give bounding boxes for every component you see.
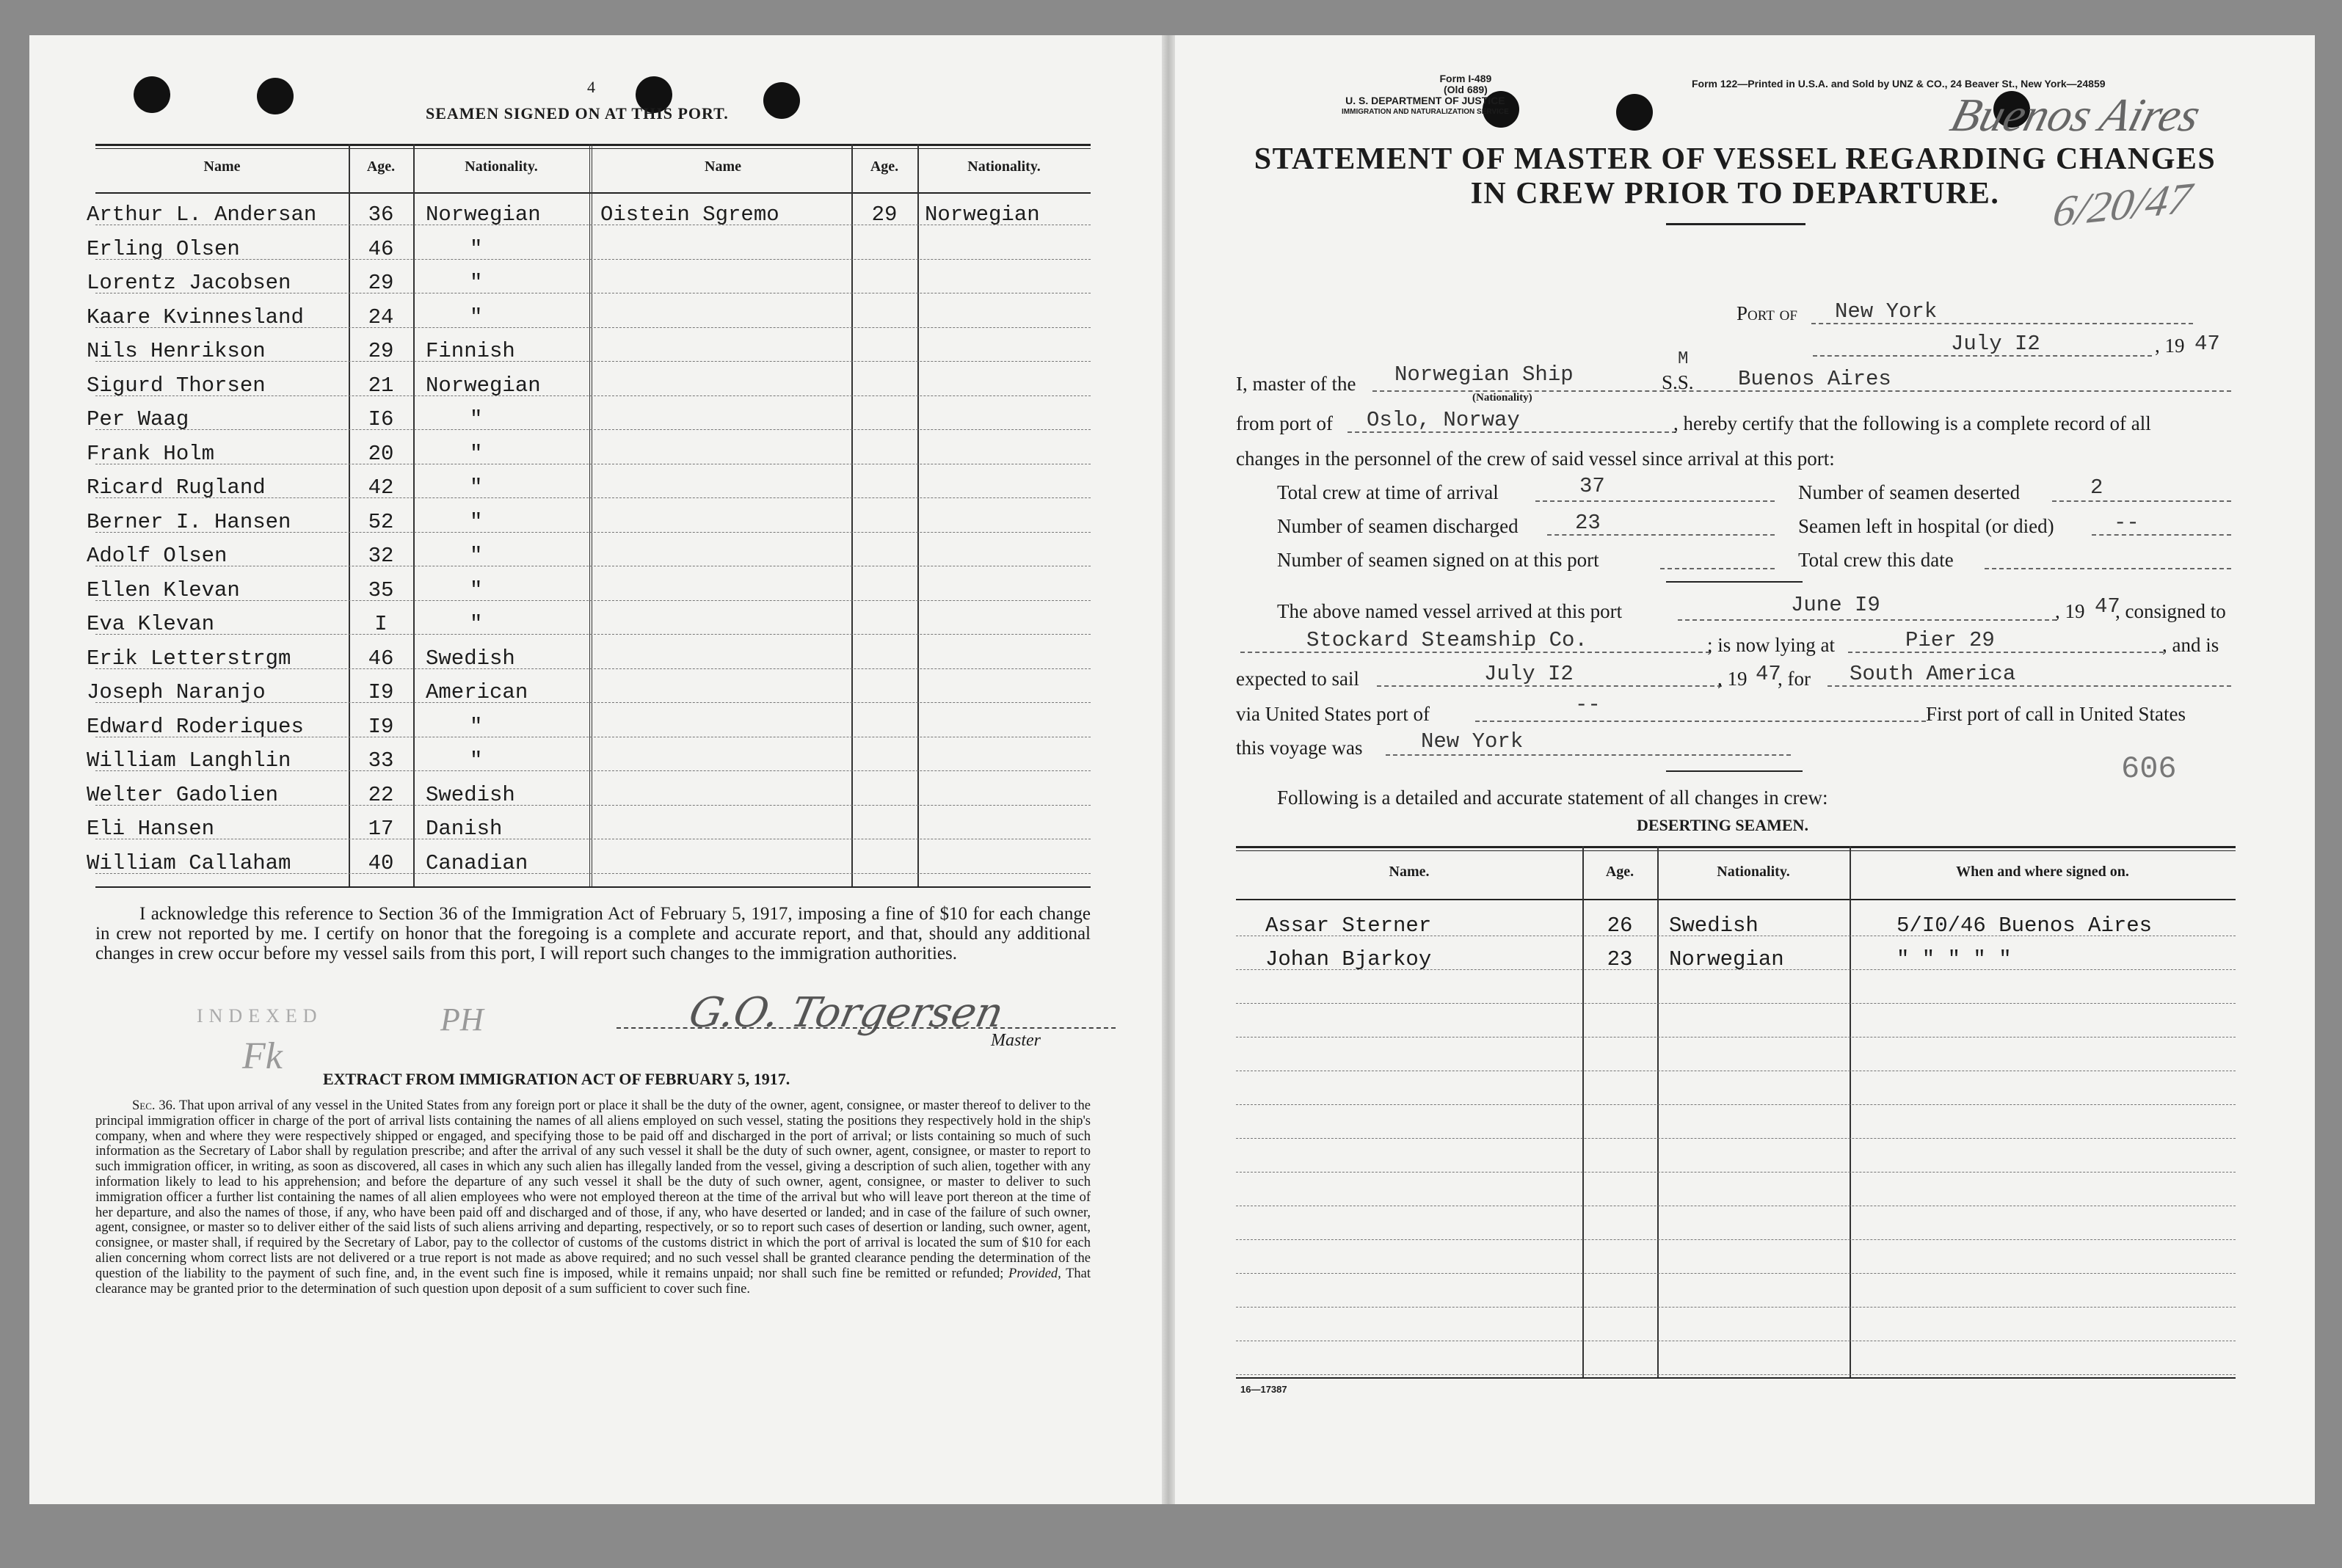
lying-label: ; is now lying at [1707,634,1835,656]
crew-nationality: " [470,305,483,329]
desert-nationality: Norwegian [1669,947,1784,971]
nationality-caption: (Nationality) [1472,392,1532,404]
row-rule [1236,1172,2236,1173]
crew-nationality: Swedish [426,646,515,671]
crew-age: I [374,612,388,636]
table-bottom-rule [1236,1377,2236,1379]
hospital-line [2092,534,2231,536]
signature-line [617,1027,1116,1029]
desert-col-nationality: Nationality. [1717,864,1790,880]
table-header-rule [95,192,1091,194]
total-arrival-label: Total crew at time of arrival [1277,481,1499,503]
row-rule [95,429,1091,430]
crew-age: 36 [368,203,394,227]
crew-nationality: " [470,577,483,602]
crew-name-2: Oistein Sgremo [600,203,779,227]
crew-nationality: " [470,544,483,568]
extract-title: EXTRACT FROM IMMIGRATION ACT OF FEBRUARY 5, 1917. [323,1070,790,1088]
column-divider [917,144,919,886]
crew-nationality: " [470,441,483,466]
crew-name: Ellen Klevan [87,577,240,602]
column-divider [413,144,415,886]
desert-col-when: When and where signed on. [1956,864,2129,880]
crew-nationality: Danish [426,817,503,841]
voyage-label: this voyage was [1236,737,1363,759]
from-port-value: Oslo, Norway [1367,408,1520,432]
seamen-signed-table [87,144,1091,888]
left-page-title: SEAMEN SIGNED ON AT THIS PORT. [426,104,729,123]
handwritten-port: Buenos Aires [1945,89,2206,141]
crew-name: Per Waag [87,407,189,431]
arrived-year: 47 [2095,594,2120,619]
desert-name: Johan Bjarkoy [1265,947,1432,971]
row-rule [1236,1307,2236,1308]
crew-name: William Langhlin [87,748,291,773]
crew-nationality: " [470,271,483,295]
table-top-rule [1236,846,2236,848]
desert-when: 5/I0/46 Buenos Aires [1896,914,2153,938]
col-header-name: Name [203,158,241,175]
first-port-line [1386,754,1791,756]
following-text: Following is a detailed and accurate statement of all changes in crew: [1277,787,1828,809]
crew-age: I6 [368,407,394,431]
punch-hole [134,76,170,113]
destination-value: South America [1850,662,2016,686]
vessel-prefix: S.S. [1662,371,1694,393]
form-identifier [1342,73,1509,117]
desert-when: " " " " " [1896,947,2012,971]
column-divider [1657,846,1659,1377]
arrived-date: June I9 [1791,593,1880,617]
total-date-label: Total crew this date [1798,549,1954,571]
crew-name: Eva Klevan [87,612,215,636]
sail-year: 47 [1756,662,1781,686]
crew-nationality: Norwegian [426,203,541,227]
date-value: July I2 [1951,332,2040,356]
punch-hole [1616,94,1653,131]
deserted-value: 2 [2090,475,2103,500]
arrived-line [1678,619,2056,621]
crew-age: 40 [368,850,394,875]
column-divider [589,144,592,886]
title-line-1: STATEMENT OF MASTER OF VESSEL REGARDING CHANGES [1254,142,2216,176]
section-rule [1666,581,1803,583]
vessel-name: Buenos Aires [1738,367,1891,391]
hospital-label: Seamen left in hospital (or died) [1798,515,2054,537]
crew-name: Nils Henrikson [87,339,266,363]
crew-nationality: Swedish [426,782,515,807]
row-rule [1236,1037,2236,1038]
total-arrival-line [1535,500,1775,502]
via-line [1475,721,1926,722]
first-port-label: First port of call in United States [1926,703,2186,725]
sail-year-prefix: , 19 [1717,668,1748,690]
crew-name: Lorentz Jacobsen [87,271,291,295]
table-top-rule [95,144,1091,146]
master-signature: G.O. Torgersen [685,989,1008,1037]
certify-text: , hereby certify that the following is a complete record of all [1673,412,2151,434]
footer-code: 16—17387 [1240,1384,1287,1395]
date-year: 47 [2194,332,2220,356]
consigned-label: , consigned to [2115,600,2226,622]
crew-name: Sigurd Thorsen [87,373,266,398]
row-rule [1236,1273,2236,1274]
title-rule [1666,223,1805,225]
discharged-value: 23 [1575,511,1601,535]
for-label: , for [1778,668,1811,690]
via-value: -- [1575,693,1601,717]
printer-line: Form 122—Printed in U.S.A. and Sold by UNZ & CO., 24 Beaver St., New York—24859 [1692,78,2106,90]
section-rule [1666,770,1803,772]
crew-age: 35 [368,577,394,602]
col-header-age: Age. [366,158,396,175]
crew-name: William Callaham [87,850,291,875]
changes-text: changes in the personnel of the crew of said vessel since arrival at this port: [1236,448,1835,470]
department: U. S. DEPARTMENT OF JUSTICE [1345,95,1505,106]
deserting-seamen-table [1236,846,2236,1379]
form-id: Form I-489 [1439,73,1492,84]
table-header-rule [1236,899,2236,900]
crew-age: I9 [368,680,394,704]
crew-nationality: " [470,475,483,500]
crew-name: Erling Olsen [87,236,240,261]
from-port-label: from port of [1236,412,1333,434]
discharged-label: Number of seamen discharged [1277,515,1519,537]
deserted-line [2052,500,2231,502]
row-rule [95,600,1091,601]
crew-name: Edward Roderiques [87,714,304,739]
crew-nationality: American [426,680,528,704]
signed-on-label: Number of seamen signed on at this port [1277,549,1599,571]
lying-value: Pier 29 [1905,628,1995,652]
crew-age: 24 [368,305,394,329]
crew-age: 42 [368,475,394,500]
row-rule [95,634,1091,635]
crew-nationality: " [470,509,483,534]
crew-name: Eli Hansen [87,817,215,841]
extract-provided: Provided, [1008,1266,1061,1281]
crew-nationality: Canadian [426,850,528,875]
extract-tail: That clearance may be granted prior to the determination of such question upon deposit of a sum sufficient to cover such fine. [95,1266,1091,1297]
col-header-nationality-2: Nationality. [967,158,1041,175]
crew-age: 21 [368,373,394,398]
form-title [1236,142,2234,211]
crew-age: 46 [368,236,394,261]
handwritten-date: 6/20/47 [2049,173,2195,236]
total-arrival-value: 37 [1579,474,1605,498]
extract-text [95,1098,1091,1297]
crew-nationality: " [470,612,483,636]
crew-age-2: 29 [871,203,898,227]
crew-name: Welter Gadolien [87,782,279,807]
master-label: Master [991,1031,1041,1050]
desert-name: Assar Sterner [1265,914,1432,938]
arrived-label: The above named vessel arrived at this port [1277,600,1623,622]
row-rule [1236,1138,2236,1139]
master-of-label: I, master of the [1236,373,1356,395]
vessel-prefix-m: M [1678,349,1689,369]
crew-age: 22 [368,782,394,807]
form-old: (Old 689) [1443,84,1488,95]
column-divider [1850,846,1851,1377]
punch-hole [763,82,800,119]
crew-name: Kaare Kvinnesland [87,305,304,329]
crew-name: Frank Holm [87,441,215,466]
date-year-prefix: , 19 [2155,335,2185,357]
total-date-line [1985,568,2231,569]
desert-col-name: Name. [1389,864,1430,880]
row-rule [1236,1374,2236,1375]
table-top-rule [95,148,1091,149]
service: IMMIGRATION AND NATURALIZATION SERVICE [1342,108,1509,116]
row-rule [1236,1003,2236,1004]
title-line-2: IN CREW PRIOR TO DEPARTURE. [1470,177,2000,211]
crew-name: Berner I. Hansen [87,509,291,534]
port-of-label: Port of [1737,302,1797,324]
crew-age: 32 [368,544,394,568]
crew-nationality: Finnish [426,339,515,363]
crew-age: 46 [368,646,394,671]
via-label: via United States port of [1236,703,1430,725]
deserted-label: Number of seamen deserted [1798,481,2021,503]
stamp-initials: Fk [242,1035,283,1077]
port-of-value: New York [1835,299,1938,324]
indexed-stamp: INDEXED [197,1005,323,1027]
row-rule [95,259,1091,260]
crew-nationality: " [470,236,483,261]
nationality-value: Norwegian Ship [1394,362,1574,387]
stamp-initials-2: PH [440,1002,484,1038]
arrived-year-prefix: , 19 [2055,600,2085,622]
desert-age: 26 [1607,914,1633,938]
lying-line [1848,652,2164,653]
table-bottom-rule [95,886,1091,888]
desert-col-age: Age. [1605,864,1634,880]
certification-text: I acknowledge this reference to Section 36 of the Immigration Act of February 5, 1917, imposing a fine of $10 for each change in crew not reported by me. I certify on honor that the foregoing is a complete and accurate report, and that, should any additional changes in crew occur before my vessel sails from this port, I will report such changes to the immigration authorities. [95,904,1091,963]
hospital-value: -- [2114,511,2139,535]
extract-body: That upon arrival of any vessel in the United States from any foreign port or place it shall be the duty of the owner, agent, consignee, or master thereof to deliver to the principal immigration officer in charge of the port of arrival lists containing the names of all aliens employed on such vessel, stating the positions they respectively hold in the ship's company, when and where they were respectively shipped or engaged, and specifying those to be paid off and discharged in the port of arrival; or lists containing so much of such information as the Secretary of Labor shall by regulation prescribe; and after the arrival of any such vessel it shall be the duty of such owner, agent, consignee, or master to report to such immigration officer, in writing, as soon as discovered, all cases in which any such alien has illegally landed from the vessel, giving a description of such alien, together with any information likely to lead to his apprehension; and before the departure of any such vessel it shall be the duty of such owner, agent, consignee, or master to deliver to such immigration officer a further list containing the names of all alien employees who were not employed thereon at the time of the arrival but who will leave port thereon at the time of her departure, and also the names of those, if any, who have been paid off and discharged and of those, if any, who have deserted or landed; and in case of the failure of such owner, agent, consignee, or master so to deliver either of the said lists of such aliens arriving and departing, respectively, or so to report such cases of desertion or landing, such owner, agent, consignee, or master shall, if required by the Secretary of Labor, pay to the collector of customs of the customs district in which the port of arrival is located the sum of $10 for each alien concerning whom correct lists are not delivered or a true report is not made as above required; and no such vessel shall be granted clearance pending the determination of the question of the liability to the payment of such fine, and, in the event such fine is imposed, while it remains unpaid; nor shall such fine be remitted or refunded; [95,1098,1091,1281]
crew-name: Erik Letterstrgm [87,646,291,671]
row-rule [1236,1239,2236,1240]
col-header-name-2: Name [705,158,741,175]
crew-nationality-2: Norwegian [925,203,1040,227]
consignee-value: Stockard Steamship Co. [1306,628,1588,652]
first-port-value: New York [1421,729,1524,754]
crew-age: 29 [368,271,394,295]
stamp-number: 606 [2121,751,2177,787]
crew-age: I9 [368,714,394,739]
column-divider [851,144,853,886]
col-header-nationality: Nationality. [465,158,538,175]
crew-nationality: " [470,714,483,739]
page-number: 4 [587,78,595,96]
crew-name: Arthur L. Andersan [87,203,317,227]
crew-age: 29 [368,339,394,363]
expected-label: expected to sail [1236,668,1359,690]
crew-nationality: " [470,407,483,431]
crew-name: Ricard Rugland [87,475,266,500]
crew-name: Joseph Naranjo [87,680,266,704]
crew-age: 33 [368,748,394,773]
desert-age: 23 [1607,947,1633,971]
crew-age: 20 [368,441,394,466]
deserting-title: DESERTING SEAMEN. [1637,816,1808,834]
crew-age: 52 [368,509,394,534]
punch-hole [257,78,294,114]
crew-nationality: " [470,748,483,773]
and-is-label: , and is [2162,634,2219,656]
crew-nationality: Norwegian [426,373,541,398]
crew-age: 17 [368,817,394,841]
col-header-age-2: Age. [870,158,899,175]
crew-name: Adolf Olsen [87,544,228,568]
desert-nationality: Swedish [1669,914,1759,938]
page-gutter [1162,35,1175,1504]
sail-date: July I2 [1484,662,1574,686]
signed-on-line [1660,568,1775,569]
row-rule [1236,1104,2236,1105]
extract-lead: Sec. 36. [132,1098,176,1113]
table-top-rule [1236,850,2236,851]
